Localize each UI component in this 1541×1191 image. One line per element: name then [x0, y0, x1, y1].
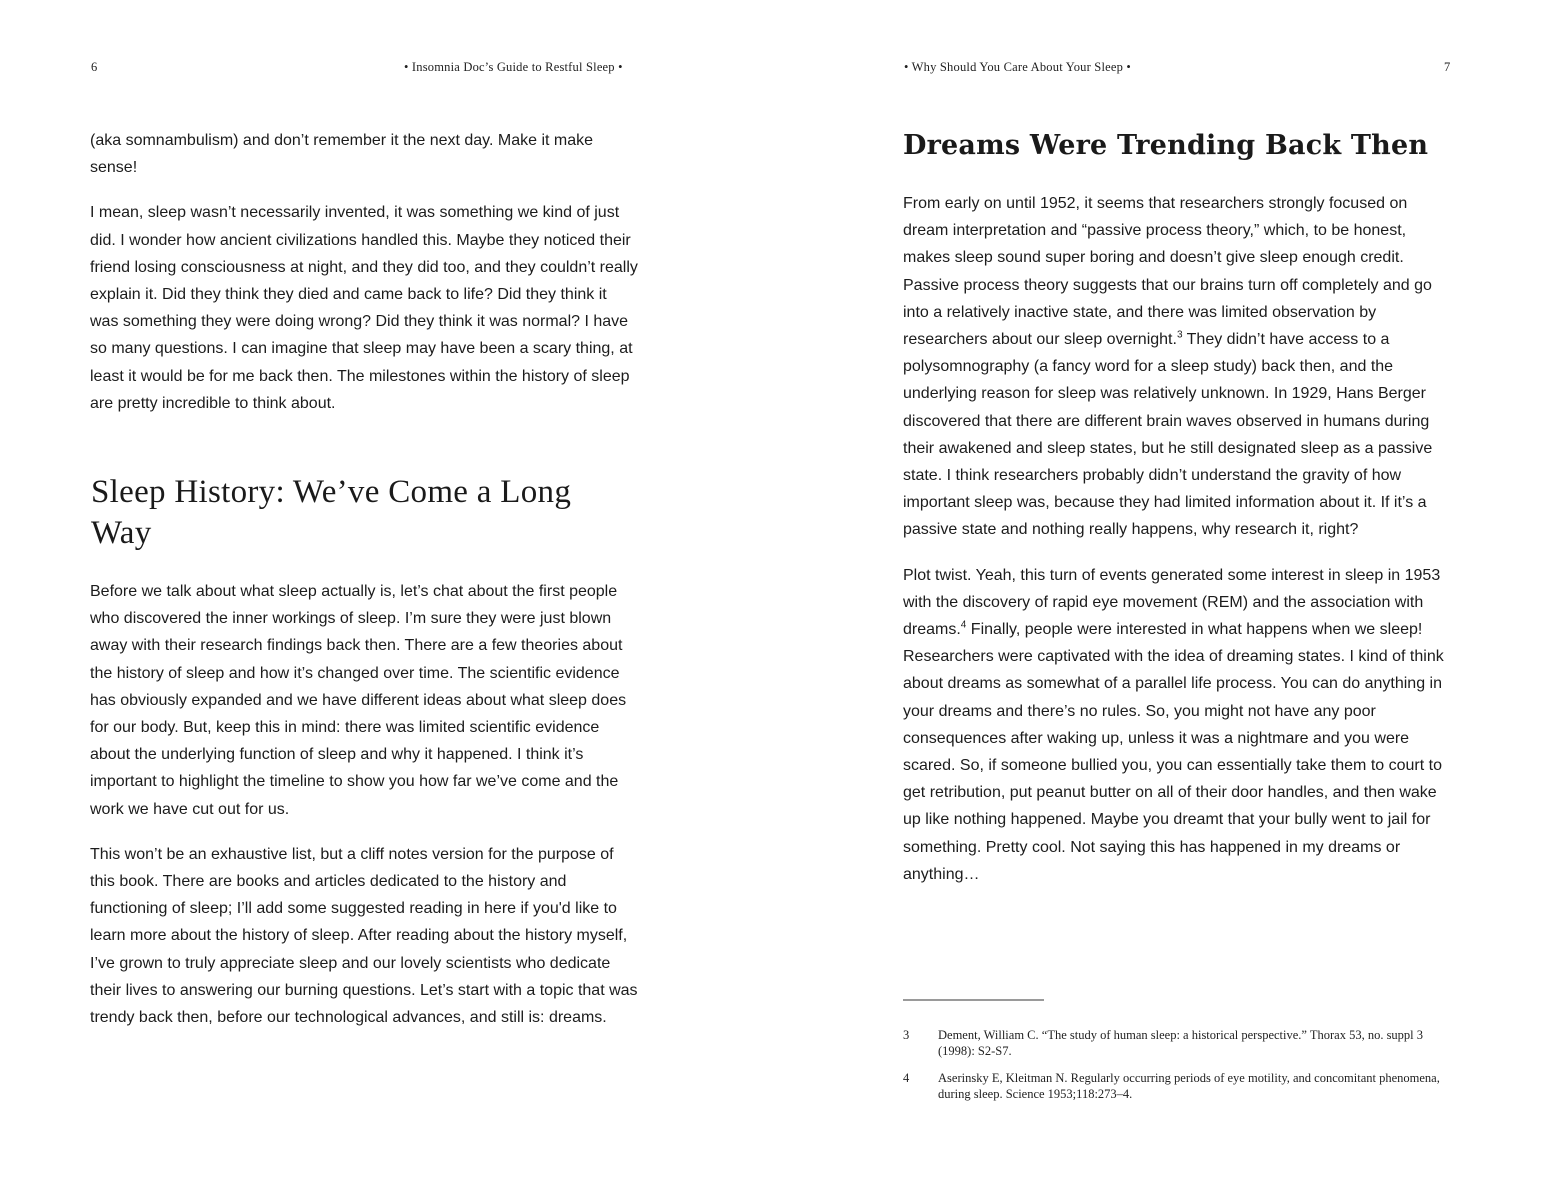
footnote-reference: 3	[1176, 329, 1183, 341]
footnotes	[903, 1028, 1451, 1114]
footnote-reference: 4	[960, 619, 967, 631]
section-text	[90, 578, 638, 1049]
running-head: • Why Should You Care About Your Sleep •	[904, 60, 1131, 74]
paragraph	[903, 190, 1451, 544]
paragraph: Before we talk about what sleep actually is, let’s chat about the first people who discovered the inner workings of sleep. I’m sure they were just blown away with their research findings back then. There are a few theories about the history of sleep and how it’s changed over time. The scientific evidence has obviously expanded and we have different ideas about what sleep does for our body. But, keep this in mind: there was limited scientific evidence about the underlying function of sleep and why it happened. I think it’s important to highlight the timeline to show you how far we’ve come and the work we have cut out for us.	[90, 583, 627, 818]
paragraph-text: They didn’t have access to a polysomnography (a fancy word for a sleep study) back then, and the underlying reason for sleep was relatively unknown. In 1929, Hans Berger discovered that there are different brain waves observed in humans during their awakened and sleep states, but he still designated sleep as a passive state. I think researchers probably didn’t understand the gravity of how important sleep was, because they had limited information about it. If it’s a passive state and nothing really happens, why research it, right?	[903, 331, 1433, 539]
footnote-number: 4	[903, 1071, 910, 1085]
section-title: Dreams Were Trending Back Then	[903, 130, 1429, 161]
left-page	[0, 0, 770, 1191]
section-text	[903, 190, 1451, 906]
paragraph-text: From early on until 1952, it seems that researchers strongly focused on dream interpretation and “passive process theory,” which, to be honest, makes sleep sound super boring and doesn’t give sleep enough credit. Passive process theory suggests that our brains turn off completely and go into a relatively inactive state, and there was limited observation by researchers about our sleep overnight.	[903, 195, 1432, 349]
footnote	[903, 1071, 1451, 1102]
footnote-number: 3	[903, 1028, 910, 1042]
footnote-text: Aserinsky E, Kleitman N. Regularly occurring periods of eye motility, and concomitant phenomena, during sleep. Science 1953;118:273–4.	[938, 1071, 1440, 1101]
footnote-divider	[903, 999, 1044, 1001]
paragraph-text: Plot twist. Yeah, this turn of events generated some interest in sleep in 1953 with the discovery of rapid eye movement (REM) and the association with dreams.	[903, 566, 1441, 639]
page-number: 6	[91, 60, 98, 74]
paragraph-text: Finally, people were interested in what happens when we sleep! Researchers were captivated with the idea of dreaming states. I kind of think about dreams as somewhat of a parallel life process. You can do anything in your dreams and there’s no rules. So, you might not have any poor consequences after waking up, unless it was a nightmare and you were scared. So, if someone bullied you, you can essentially take them to court to get retribution, put peanut butter on all of their door handles, and then wake up like nothing happened. Maybe you dreamt that your bully went to jail for something. Pretty cool. Not saying this has happened in my dreams or anything…	[903, 621, 1444, 883]
right-page	[771, 0, 1541, 1191]
footnote-text: Dement, William C. “The study of human sleep: a historical perspective.” Thorax 53, no. suppl 3 (1998): S2-S7.	[938, 1028, 1424, 1058]
page-number: 7	[1444, 60, 1451, 74]
section-title: Sleep History: We’ve Come a Long Way	[91, 474, 572, 551]
paragraph: (aka somnambulism) and don’t remember it the next day. Make it make sense!	[90, 132, 594, 177]
paragraph	[903, 562, 1451, 888]
intro-text	[90, 127, 638, 435]
footnote	[903, 1028, 1451, 1059]
paragraph: I mean, sleep wasn’t necessarily invented, it was something we kind of just did. I wonder how ancient civilizations handled this. Maybe they noticed their friend losing consciousness at night, and they did too, and they couldn’t really explain it. Did they think they died and came back to life? Did they think it was something they were doing wrong? Did they think it was normal? I have so many questions. I can imagine that sleep may have been a scary thing, at least it would be for me back then. The milestones within the history of sleep are pretty incredible to think about.	[90, 204, 638, 412]
paragraph: This won’t be an exhaustive list, but a cliff notes version for the purpose of this book. There are books and articles dedicated to the history and functioning of sleep; I’ll add some suggested reading in here if you'd like to learn more about the history of sleep. After reading about the history myself, I’ve grown to truly appreciate sleep and our lovely scientists who dedicate their lives to answering our burning questions. Let’s start with a topic that was trendy back then, before our technological advances, and still is: dreams.	[90, 845, 638, 1027]
running-head: • Insomnia Doc’s Guide to Restful Sleep •	[404, 60, 623, 74]
